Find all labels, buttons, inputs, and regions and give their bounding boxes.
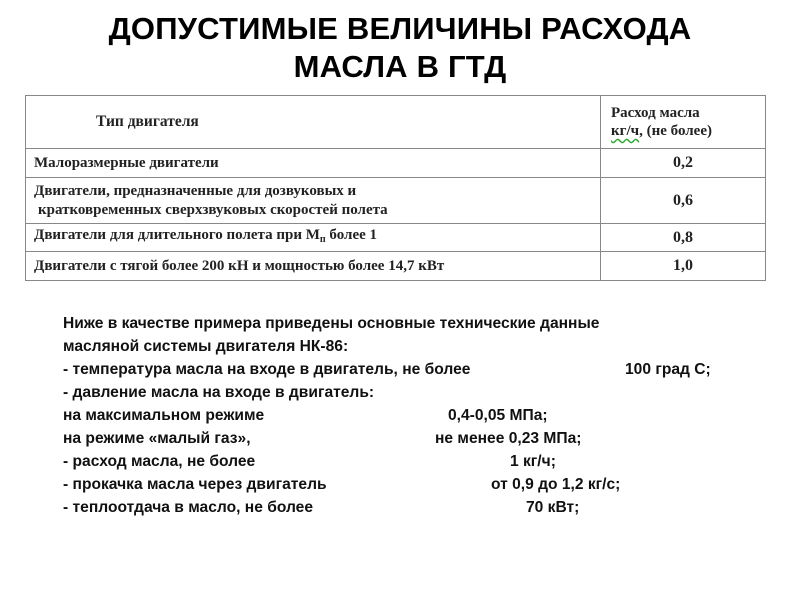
header-consumption-line-1: Расход масла	[611, 105, 700, 121]
row-engine-type-line-1: Двигатели, предназначенные для дозвуковых и	[34, 182, 357, 199]
spec-value: 0,4-0,05 МПа;	[448, 407, 548, 424]
spec-label: - прокачка масла через двигатель	[63, 476, 327, 493]
row-engine-type: Малоразмерные двигатели	[26, 149, 601, 178]
spec-label: на режиме «малый газ»,	[63, 430, 251, 447]
slide-title-line-2: МАСЛА В ГТД	[293, 49, 507, 84]
oil-consumption-table	[25, 95, 766, 281]
row-type-post: более 1	[325, 227, 378, 243]
spec-line	[63, 450, 599, 473]
spec-label: - расход масла, не более	[63, 453, 256, 470]
table-header-row	[26, 96, 766, 149]
row-engine-type-line-2: кратковременных сверхзвуковых скоростей полета	[38, 201, 388, 218]
row-engine-type	[26, 178, 601, 224]
spec-line	[63, 404, 599, 427]
spec-line	[63, 427, 599, 450]
row-type-pre: Двигатели для длительного полета при М	[34, 227, 320, 243]
spec-line	[63, 496, 599, 519]
spec-value: 70 кВт;	[526, 499, 580, 516]
row-consumption-value: 0,2	[601, 149, 766, 178]
table-row	[26, 149, 766, 178]
spec-label: на максимальном режиме	[63, 407, 265, 424]
header-consumption-line-2	[611, 122, 759, 140]
nk86-specs	[63, 312, 711, 519]
table-row	[26, 178, 766, 224]
row-type-subscript: п	[319, 234, 326, 245]
table-row	[26, 224, 766, 252]
spec-line	[63, 381, 599, 404]
spec-line	[63, 473, 621, 496]
row-consumption-value: 0,8	[601, 224, 766, 252]
row-engine-type: Двигатели с тягой более 200 кН и мощностью более 14,7 кВт	[26, 252, 601, 281]
header-consumption-rest: , (не более)	[639, 123, 712, 139]
row-engine-type	[26, 224, 601, 252]
spec-label: - температура масла на входе в двигатель, не более	[63, 361, 471, 378]
intro-line-2: масляной системы двигателя НК-86:	[63, 338, 349, 355]
row-consumption-value: 1,0	[601, 252, 766, 281]
header-consumption-unit: кг/ч	[611, 123, 640, 139]
intro-line-1: Ниже в качестве примера приведены основные технические данные	[63, 315, 600, 332]
row-consumption-value: 0,6	[601, 178, 766, 224]
spec-label: - теплоотдача в масло, не более	[63, 499, 314, 516]
spec-line	[63, 358, 711, 381]
spec-value: не менее 0,23 МПа;	[435, 430, 582, 447]
table-row	[26, 252, 766, 281]
header-oil-consumption	[601, 96, 766, 149]
spec-value: 1 кг/ч;	[510, 453, 556, 470]
spec-value: от 0,9 до 1,2 кг/с;	[491, 476, 621, 493]
spec-value: 100 град С;	[625, 361, 711, 378]
spec-label: - давление масла на входе в двигатель:	[63, 384, 375, 401]
header-engine-type: Тип двигателя	[26, 96, 601, 149]
slide-title	[0, 10, 800, 86]
slide-title-line-1: ДОПУСТИМЫЕ ВЕЛИЧИНЫ РАСХОДА	[108, 11, 692, 46]
